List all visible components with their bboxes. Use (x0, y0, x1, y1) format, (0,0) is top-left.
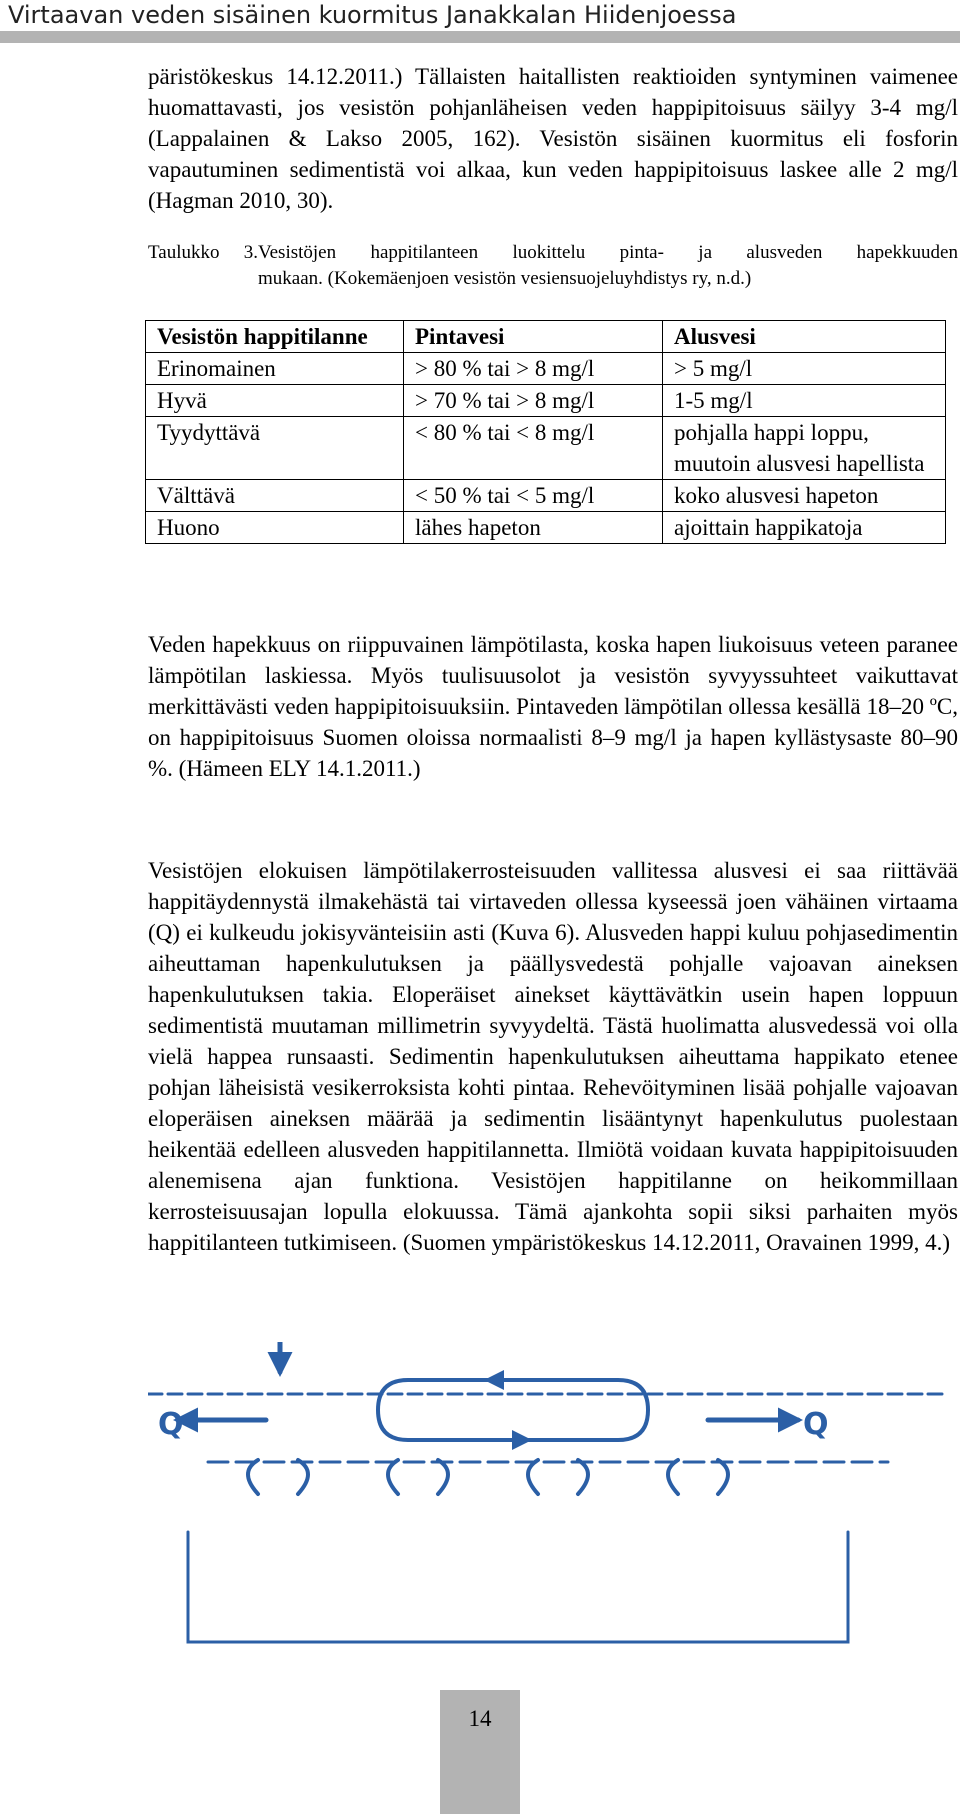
table-row (146, 353, 946, 385)
mixing-curl (528, 1460, 588, 1494)
running-header-title: Virtaavan veden sisäinen kuormitus Janakkalan Hiidenjoessa (8, 1, 737, 29)
table-cell: > 80 % tai > 8 mg/l (404, 353, 663, 385)
table-row (146, 480, 946, 512)
table-cell: > 70 % tai > 8 mg/l (404, 385, 663, 417)
table-caption-line-1 (148, 240, 958, 266)
oxygen-classification-table (145, 320, 946, 544)
table-cell: Tyydyttävä (146, 417, 404, 480)
stratification-diagram (148, 1342, 948, 1672)
table-cell: < 80 % tai < 8 mg/l (404, 417, 663, 480)
table-cell: Välttävä (146, 480, 404, 512)
circulation-loop (378, 1380, 648, 1440)
table-cell: ajoittain happikatoja (663, 512, 946, 544)
flow-label-right: Q (803, 1407, 829, 1442)
paragraph-1: päristökeskus 14.12.2011.) Tällaisten haitallisten reaktioiden syntyminen vaimenee huomattavasti, jos vesistön pohjanläheisen veden happipitoisuus säilyy 3-4 mg/l (Lappalainen & Lakso 2005, 162). Vesistön sisäinen kuormitus eli fosforin vapautuminen sedimentistä voi alkaa, kun veden happipitoisuus laskee alle 2 mg/l (Hagman 2010, 30). (148, 64, 958, 213)
table-cell: < 50 % tai < 5 mg/l (404, 480, 663, 512)
table-cell: Erinomainen (146, 353, 404, 385)
table-caption (148, 240, 958, 292)
table-cell: > 5 mg/l (663, 353, 946, 385)
table-cell: 1-5 mg/l (663, 385, 946, 417)
table-header-cell: Pintavesi (404, 321, 663, 353)
table-caption-line-2: mukaan. (Kokemäenjoen vesistön vesiensuojeluyhdistys ry, n.d.) (258, 268, 752, 289)
table-row (146, 385, 946, 417)
table-caption-text-1: Vesistöjen happitilanteen luokittelu pinta- ja alusveden hapekkuuden (258, 242, 958, 263)
header-rule (0, 31, 960, 43)
table-row (146, 417, 946, 480)
table-header-row (146, 321, 946, 353)
table-caption-label: Taulukko 3. (148, 242, 258, 263)
table-cell: koko alusvesi hapeton (663, 480, 946, 512)
table-cell: Huono (146, 512, 404, 544)
table-cell: Hyvä (146, 385, 404, 417)
stratification-figure (148, 1342, 948, 1672)
table-row (146, 512, 946, 544)
mixing-curl (248, 1460, 308, 1494)
table-header-cell: Alusvesi (663, 321, 946, 353)
table-cell: pohjalla happi loppu, muutoin alusvesi hapellista (663, 417, 946, 480)
table-cell: lähes hapeton (404, 512, 663, 544)
table-header-cell: Vesistön happitilanne (146, 321, 404, 353)
flow-label-left: Q (158, 1407, 184, 1442)
page-number: 14 (468, 1706, 492, 1731)
paragraph-2: Veden hapekkuus on riippuvainen lämpötilasta, koska hapen liukoisuus veteen paranee lämpötilan laskiessa. Myös tuulisuusolot ja vesistön syvyyssuhteet vaikuttavat merkittävästi veden happipitoisuuksiin. Pintaveden lämpötilan ollessa kesällä 18–20 ºC, on happipitoisuus Suomen oloissa normaalisti 8–9 mg/l ja hapen kyllästysaste 80–90 %. (Hämeen ELY 14.1.2011.) (148, 632, 958, 781)
mixing-curl (388, 1460, 448, 1494)
lake-basin-outline (188, 1532, 848, 1642)
paragraph-3: Vesistöjen elokuisen lämpötilakerrosteisuuden vallitessa alusvesi ei saa riittävää happitäydennystä ilmakehästä tai virtaveden ollessa kyseessä joen vähäinen virtaama (Q) ei kulkeudu jokisyvänteisiin asti (Kuva 6). Alusveden happi kuluu pohjasedimentin aiheuttaman hapenkulutuksen ja päällysvedestä pohjalle vajoavan aineksen hapenkulutuksen takia. Eloperäiset ainekset käyttävätkin usein hapen loppuun sedimentistä muutaman millimetrin syvyydeltä. Tästä huolimatta alusvedessä voi olla vielä happea runsaasti. Sedimentin hapenkulutuksen aiheuttama happikato etenee pohjan läheisistä vesikerroksista kohti pintaa. Rehevöityminen lisää pohjalle vajoavan eloperäisen aineksen määrää ja sedimentin lisääntynyt hapenkulutus puolestaan heikentää edelleen alusveden happitilannetta. Ilmiötä voidaan kuvata happipitoisuuden alenemisena ajan funktiona. Vesistöjen happitilanne on heikommillaan kerrosteisuusajan lopulla elokuussa. Tämä ajankohta sopii siksi parhaiten myös happitilanteen tutkimiseen. (Suomen ympäristökeskus 14.12.2011, Oravainen 1999, 4.) (148, 858, 958, 1255)
mixing-curl (668, 1460, 728, 1494)
